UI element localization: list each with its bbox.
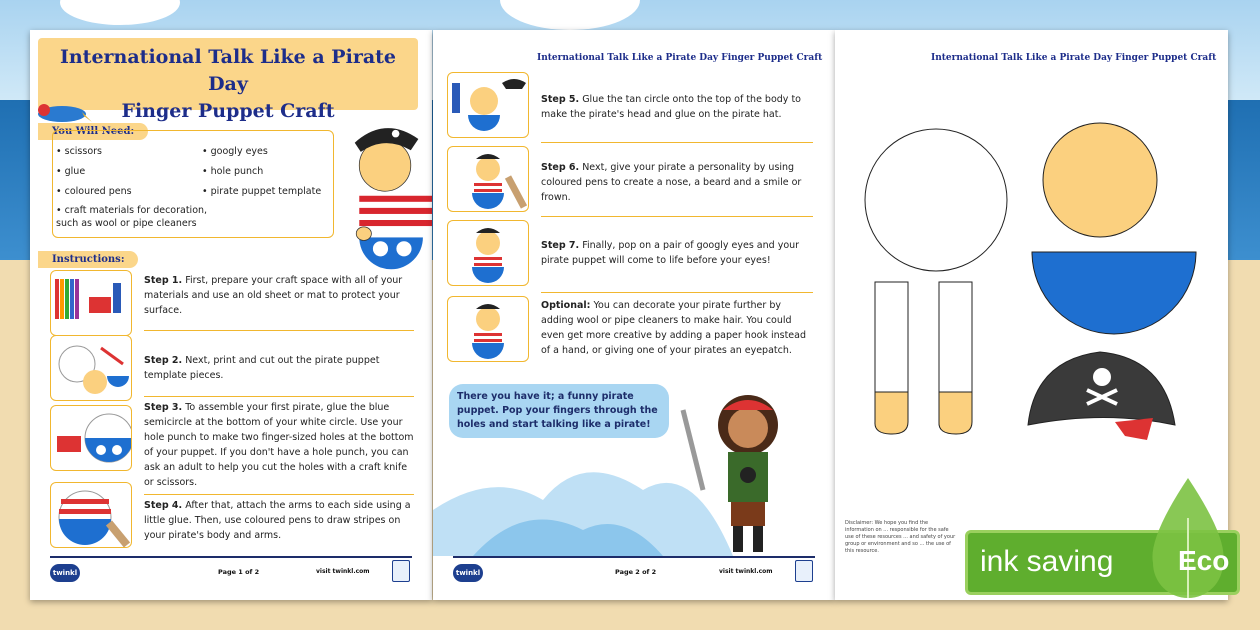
speech-bubble: There you have it; a funny pirate puppet. Pop your fingers through the holes and start talking like a pirate! [449,384,669,438]
material-item: • scissors [56,146,103,157]
eco-badge-text: ink saving [980,545,1114,578]
footer-divider [453,556,815,558]
quality-badge-icon [392,560,410,582]
step-3-image [50,405,132,471]
page-header: International Talk Like a Pirate Day Finger Puppet Craft [537,53,823,63]
ink-saving-eco-badge [965,530,1240,595]
eco-label: Eco [1178,545,1230,576]
leaf-drop-icon [1148,478,1228,598]
step-body: First, prepare your craft space with all of your materials and use an old sheet or mat to protect your surface. [144,275,403,316]
you-will-need-heading: You Will Need: [38,123,148,140]
step-1-text [144,273,414,318]
twinkl-logo: twinkl [50,564,80,582]
puppet-template-pieces [835,30,1228,510]
step-2-text [144,353,414,383]
step-1-image [50,270,132,336]
page-header: International Talk Like a Pirate Day Finger Puppet Craft [931,53,1217,63]
step-4-text [144,498,414,543]
step-7-image [447,220,529,286]
step-label: Step 1. [144,275,183,286]
step-body: Next, give your pirate a personality by using coloured pens to create a nose, a beard and a smile or frown. [541,162,802,203]
step-body: After that, attach the arms to each side using a little glue. Then, use coloured pens to draw stripes on your pirate's body and arms. [144,500,411,541]
step-body: Glue the tan circle onto the top of the body to make the pirate's head and glue on the pirate hat. [541,94,801,120]
title-line-2: Finger Puppet Craft [121,100,335,122]
pirate-girl-illustration [673,380,823,556]
step-6-image [447,146,529,212]
divider [144,494,414,495]
step-body: Next, print and cut out the pirate puppet template pieces. [144,355,380,381]
material-item: • craft materials for decoration, such as wool or pipe cleaners [56,205,208,229]
instructions-heading: Instructions: [38,251,138,268]
step-label: Step 5. [541,94,580,105]
material-item: • glue [56,166,86,177]
divider [144,396,414,397]
pirate-puppet-illustration [332,120,432,270]
step-body: Finally, pop on a pair of googly eyes and your pirate puppet will come to life before your eyes! [541,240,800,266]
material-item: • googly eyes [202,146,268,157]
material-item: • hole punch [202,166,264,177]
step-5-text [541,92,813,122]
optional-step-image [447,296,529,362]
step-3-text [144,400,414,490]
optional-step-text [541,298,813,358]
material-item: • coloured pens [56,186,132,197]
step-5-image [447,72,529,138]
disclaimer-text: Disclaimer: We hope you find the information on ... responsible for the safe use of these resources ... and safety of your group or environment and so ... the use of this resource. [845,520,956,554]
divider [541,216,813,217]
worksheet-page-1 [30,30,432,600]
step-body: To assemble your first pirate, glue the blue semicircle at the bottom of your white circle. Use your hole punch to make two finger-sized holes at the bottom of your puppet. If you don't have a hole punch, you can ask an adult to help you cut the holes with a craft knife or scissors. [144,402,414,488]
step-label: Step 6. [541,162,580,173]
step-label: Step 3. [144,402,183,413]
step-6-text [541,160,813,205]
visit-link[interactable]: visit twinkl.com [719,568,773,575]
step-2-image [50,335,132,401]
divider [541,142,813,143]
step-4-image [50,482,132,548]
step-label: Optional: [541,300,591,311]
step-label: Step 7. [541,240,580,251]
quality-badge-icon [795,560,813,582]
divider [144,330,414,331]
visit-link[interactable]: visit twinkl.com [316,568,370,575]
step-label: Step 2. [144,355,183,366]
step-7-text [541,238,813,268]
title-line-1: International Talk Like a Pirate Day [59,46,397,95]
page-number: Page 2 of 2 [615,568,657,576]
step-label: Step 4. [144,500,183,511]
page-number: Page 1 of 2 [218,568,260,576]
page-title [42,44,414,125]
step-body: You can decorate your pirate further by adding wool or pipe cleaners to make hair. You could even get more creative by adding a paper hook instead of a hand, or giving one of your pirates an eyepatch. [541,300,806,356]
twinkl-logo: twinkl [453,564,483,582]
divider [541,292,813,293]
material-item: • pirate puppet template [202,186,322,197]
footer-divider [50,556,412,558]
worksheet-page-2 [433,30,835,600]
